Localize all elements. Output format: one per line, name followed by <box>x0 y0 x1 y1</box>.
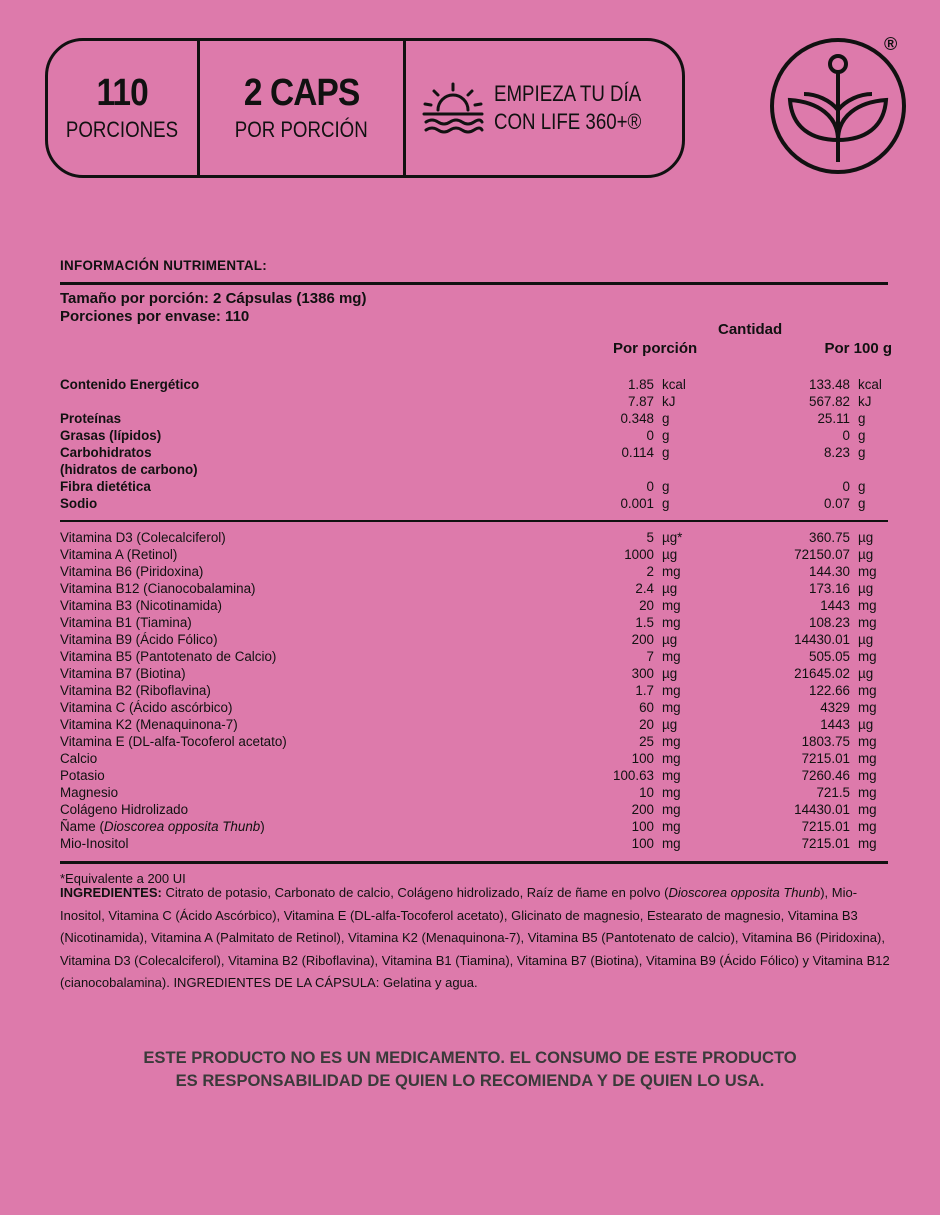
per-100g-value: 0.07 <box>823 496 850 511</box>
nutrient-name: Vitamina B2 (Riboflavina) <box>60 683 211 698</box>
per-100g-value: 360.75 <box>809 530 850 545</box>
nutrient-name: Calcio <box>60 751 98 766</box>
nutrient-row <box>60 410 888 427</box>
slogan <box>494 80 641 136</box>
per-100g-value: 0 <box>842 479 850 494</box>
nutrient-name: Vitamina B5 (Pantotenato de Calcio) <box>60 649 277 664</box>
per-100g-unit: mg <box>858 598 877 613</box>
per-serving-value: 1000 <box>624 547 654 562</box>
nutrient-name: Grasas (lípidos) <box>60 428 162 443</box>
per-100g-unit: g <box>858 411 866 426</box>
nutrient-row <box>60 478 888 495</box>
per-serving-value: 60 <box>639 700 654 715</box>
registered-mark: ® <box>884 34 898 54</box>
nutrient-name: Colágeno Hidrolizado <box>60 802 189 817</box>
per-serving-unit: mg <box>662 836 681 851</box>
per-serving-value: 20 <box>639 717 654 732</box>
nutrient-row <box>60 665 888 682</box>
footnote: *Equivalente a 200 UI <box>60 871 186 886</box>
nutrient-name: Sodio <box>60 496 98 511</box>
per-100g-unit: mg <box>858 802 877 817</box>
serving-info <box>60 285 888 326</box>
nutrient-name: Vitamina A (Retinol) <box>60 547 178 562</box>
per-100g-unit: mg <box>858 615 877 630</box>
per-100g-unit: µg <box>858 547 874 562</box>
per-serving-value: 25 <box>639 734 654 749</box>
per-100g-value: 1443 <box>820 598 850 613</box>
nutrient-name: Vitamina D3 (Colecalciferol) <box>60 530 226 545</box>
per-serving-value: 100 <box>631 836 654 851</box>
per-serving-value: 0.114 <box>621 445 654 460</box>
nutrition-table <box>60 258 892 894</box>
nutrient-row <box>60 767 888 784</box>
nutrient-name: Vitamina K2 (Menaquinona-7) <box>60 717 238 732</box>
per-100g-value: 7215.01 <box>801 751 850 766</box>
nutrient-row <box>60 631 888 648</box>
portions-value: 110 <box>96 72 149 114</box>
per-serving-value: 1.7 <box>635 683 654 698</box>
per-serving-unit: µg <box>662 717 678 732</box>
per-serving-value: 2.4 <box>635 581 654 596</box>
per-serving-value: 100.63 <box>613 768 654 783</box>
portions-cell <box>48 41 200 175</box>
per-serving-unit: µg <box>662 632 678 647</box>
nutrient-row <box>60 648 888 665</box>
per-100g-value: 0 <box>842 428 850 443</box>
per-serving-unit: g <box>662 496 670 511</box>
per-serving-unit: g <box>662 411 670 426</box>
per-100g-unit: g <box>858 496 866 511</box>
per-100g-unit: g <box>858 428 866 443</box>
per-serving-unit: kJ <box>662 394 676 409</box>
nutrient-row <box>60 444 888 461</box>
per-serving-value: 7 <box>646 649 654 664</box>
nutrient-name: Vitamina B1 (Tiamina) <box>60 615 192 630</box>
nutrient-row <box>60 597 888 614</box>
per-100g-unit: µg <box>858 666 874 681</box>
per-serving-unit: mg <box>662 751 681 766</box>
nutrient-name: Vitamina B7 (Biotina) <box>60 666 186 681</box>
nutrient-row <box>60 393 888 410</box>
nutrient-row <box>60 835 888 852</box>
per-serving-value: 1.5 <box>635 615 654 630</box>
per-100g-unit: mg <box>858 564 877 579</box>
per-100g-unit: kJ <box>858 394 872 409</box>
caps-value: 2 CAPS <box>243 72 360 114</box>
per-100g-value: 8.23 <box>823 445 850 460</box>
per-100g-unit: mg <box>858 683 877 698</box>
per-serving-value: 300 <box>631 666 654 681</box>
per-100g-unit: mg <box>858 768 877 783</box>
per-serving-value: 200 <box>631 802 654 817</box>
nutrient-name: (hidratos de carbono) <box>60 462 198 477</box>
per-100g-value: 25.11 <box>817 411 850 426</box>
micronutrients-section <box>60 522 888 861</box>
nutrient-row <box>60 784 888 801</box>
disclaimer-line-2: ES RESPONSABILIDAD DE QUIEN LO RECOMIENDA Y DE QUIEN LO USA. <box>175 1071 765 1090</box>
serving-size: Tamaño por porción: 2 Cápsulas (1386 mg) <box>60 290 367 307</box>
per-100g-unit: g <box>858 445 866 460</box>
nutrient-name: Proteínas <box>60 411 122 426</box>
nutrient-row <box>60 818 888 835</box>
nutrient-row <box>60 580 888 597</box>
nutrient-row <box>60 461 888 478</box>
nutrient-name: Potasio <box>60 768 105 783</box>
nutrient-row <box>60 801 888 818</box>
sunrise-icon <box>420 80 486 136</box>
per-100g-value: 108.23 <box>809 615 850 630</box>
per-100g-value: 122.66 <box>809 683 850 698</box>
slogan-cell <box>406 41 682 175</box>
nutrient-name: Vitamina B6 (Piridoxina) <box>60 564 204 579</box>
nutrient-row <box>60 529 888 546</box>
per-serving-unit: mg <box>662 734 681 749</box>
per-serving-value: 7.87 <box>627 394 654 409</box>
nutrient-row <box>60 376 888 393</box>
nutrient-row <box>60 563 888 580</box>
per-serving-value: 20 <box>639 598 654 613</box>
per-100g-unit: mg <box>858 819 877 834</box>
ingredients-text-1: Citrato de potasio, Carbonato de calcio, Colágeno hidrolizado, Raíz de ñame en polvo ( <box>161 885 669 900</box>
nutrient-row <box>60 716 888 733</box>
per-serving-value: 10 <box>639 785 654 800</box>
per-100g-value: 1443 <box>820 717 850 732</box>
per-serving-unit: mg <box>662 564 681 579</box>
per-100g-unit: mg <box>858 700 877 715</box>
per-100g-value: 505.05 <box>809 649 850 664</box>
per-100g-value: 7260.46 <box>801 768 850 783</box>
nutrient-row <box>60 750 888 767</box>
per-100g-value: 567.82 <box>809 394 850 409</box>
per-100g-value: 72150.07 <box>794 547 850 562</box>
per-100g-unit: mg <box>858 785 877 800</box>
nutrient-name: Ñame (Dioscorea opposita Thunb) <box>60 819 265 834</box>
per-serving-value: 1.85 <box>627 377 654 392</box>
per-100g-value: 14430.01 <box>794 802 850 817</box>
nutrient-row <box>60 427 888 444</box>
col-per-100g-header: Por 100 g <box>824 340 892 357</box>
per-serving-unit: mg <box>662 598 681 613</box>
per-100g-value: 4329 <box>820 700 850 715</box>
per-100g-unit: kcal <box>858 377 882 392</box>
nutrient-row <box>60 699 888 716</box>
nutrient-name: Magnesio <box>60 785 119 800</box>
nutrient-name: Vitamina E (DL-alfa-Tocoferol acetato) <box>60 734 287 749</box>
disclaimer-line-1: ESTE PRODUCTO NO ES UN MEDICAMENTO. EL CONSUMO DE ESTE PRODUCTO <box>143 1048 797 1067</box>
per-serving-value: 0 <box>646 479 654 494</box>
per-serving-unit: mg <box>662 819 681 834</box>
nutrient-name: Carbohidratos <box>60 445 152 460</box>
per-100g-unit: mg <box>858 751 877 766</box>
nutrition-title: INFORMACIÓN NUTRIMENTAL: <box>60 258 268 273</box>
col-per-serving-header: Por porción <box>613 340 698 357</box>
caps-label: POR PORCIÓN <box>235 117 368 142</box>
per-100g-value: 1803.75 <box>801 734 850 749</box>
per-100g-unit: mg <box>858 734 877 749</box>
ingredients-italic: Dioscorea opposita Thunb <box>668 885 821 900</box>
per-serving-value: 0 <box>646 428 654 443</box>
column-headers <box>60 321 892 366</box>
per-serving-value: 2 <box>646 564 654 579</box>
per-serving-unit: g <box>662 479 670 494</box>
per-100g-unit: µg <box>858 717 874 732</box>
nutrient-name: Fibra dietética <box>60 479 151 494</box>
per-100g-value: 7215.01 <box>801 836 850 851</box>
per-serving-unit: µg <box>662 581 678 596</box>
per-serving-unit: mg <box>662 683 681 698</box>
per-100g-value: 144.30 <box>809 564 850 579</box>
ingredients <box>60 882 892 995</box>
nutrient-row <box>60 682 888 699</box>
per-100g-unit: mg <box>858 649 877 664</box>
per-serving-unit: µg <box>662 666 678 681</box>
col-group-header: Cantidad <box>718 321 783 338</box>
macronutrients-section <box>60 366 888 520</box>
per-100g-unit: µg <box>858 581 874 596</box>
per-serving-value: 100 <box>631 819 654 834</box>
nutrient-name: Vitamina B3 (Nicotinamida) <box>60 598 222 613</box>
nutrient-row <box>60 495 888 512</box>
slogan-line-2: CON LIFE 360+® <box>494 109 642 134</box>
nutrient-row <box>60 733 888 750</box>
per-serving-value: 100 <box>631 751 654 766</box>
per-100g-value: 7215.01 <box>801 819 850 834</box>
nutrient-name: Vitamina B12 (Cianocobalamina) <box>60 581 256 596</box>
per-serving-value: 0.001 <box>620 496 654 511</box>
ingredients-label: INGREDIENTES: <box>60 885 162 900</box>
per-100g-unit: µg <box>858 632 874 647</box>
per-serving-unit: mg <box>662 802 681 817</box>
portions-label: PORCIONES <box>66 117 179 142</box>
per-100g-value: 21645.02 <box>794 666 850 681</box>
ingredients-text-2: ), Mio-Inositol, Vitamina C (Ácido Ascórbico), Vitamina E (DL-alfa-Tocoferol acetato), Glicinato de magnesio, Estearato de magnesio, Vitamina B3 (Nicotinamida), Vitamina A (Palmitato de Retinol), Vitamina K2 (Menaquinona-7), Vitamina B5 (Pantotenato de calcio), Vitamina B6 (Piridoxina), Vitamina D3 (Colecalciferol), Vitamina B2 (Riboflavina), Vitamina B1 (Tiamina), Vitamina B7 (Biotina), Vitamina B9 (Ácido Fólico) y Vitamina B12 (cianocobalamina). INGREDIENTES DE LA CÁPSULA: Gelatina y agua. <box>60 885 890 990</box>
per-100g-value: 721.5 <box>816 785 850 800</box>
per-serving-unit: mg <box>662 700 681 715</box>
per-serving-unit: kcal <box>662 377 686 392</box>
per-serving-unit: mg <box>662 768 681 783</box>
per-serving-unit: µg* <box>662 530 683 545</box>
per-serving-unit: mg <box>662 649 681 664</box>
nutrient-row <box>60 546 888 563</box>
servings-per-container: Porciones por envase: 110 <box>60 308 250 325</box>
per-serving-unit: mg <box>662 785 681 800</box>
per-100g-unit: mg <box>858 836 877 851</box>
per-serving-unit: mg <box>662 615 681 630</box>
summary-box <box>45 38 685 178</box>
per-100g-unit: g <box>858 479 866 494</box>
per-100g-value: 173.16 <box>809 581 850 596</box>
per-serving-unit: g <box>662 428 670 443</box>
per-serving-unit: µg <box>662 547 678 562</box>
disclaimer <box>60 1046 880 1092</box>
slogan-line-1: EMPIEZA TU DÍA <box>494 81 642 106</box>
per-100g-unit: µg <box>858 530 874 545</box>
per-100g-value: 133.48 <box>809 377 850 392</box>
nutrient-name: Vitamina B9 (Ácido Fólico) <box>60 632 218 647</box>
per-serving-value: 0.348 <box>620 411 654 426</box>
caps-cell <box>200 41 406 175</box>
nutrient-name: Vitamina C (Ácido ascórbico) <box>60 700 233 715</box>
plant-logo-icon <box>768 36 908 176</box>
per-serving-value: 5 <box>646 530 654 545</box>
nutrient-row <box>60 614 888 631</box>
per-serving-value: 200 <box>631 632 654 647</box>
nutrient-name: Contenido Energético <box>60 377 200 392</box>
per-serving-unit: g <box>662 445 670 460</box>
per-100g-value: 14430.01 <box>794 632 850 647</box>
nutrient-name: Mio-Inositol <box>60 836 129 851</box>
